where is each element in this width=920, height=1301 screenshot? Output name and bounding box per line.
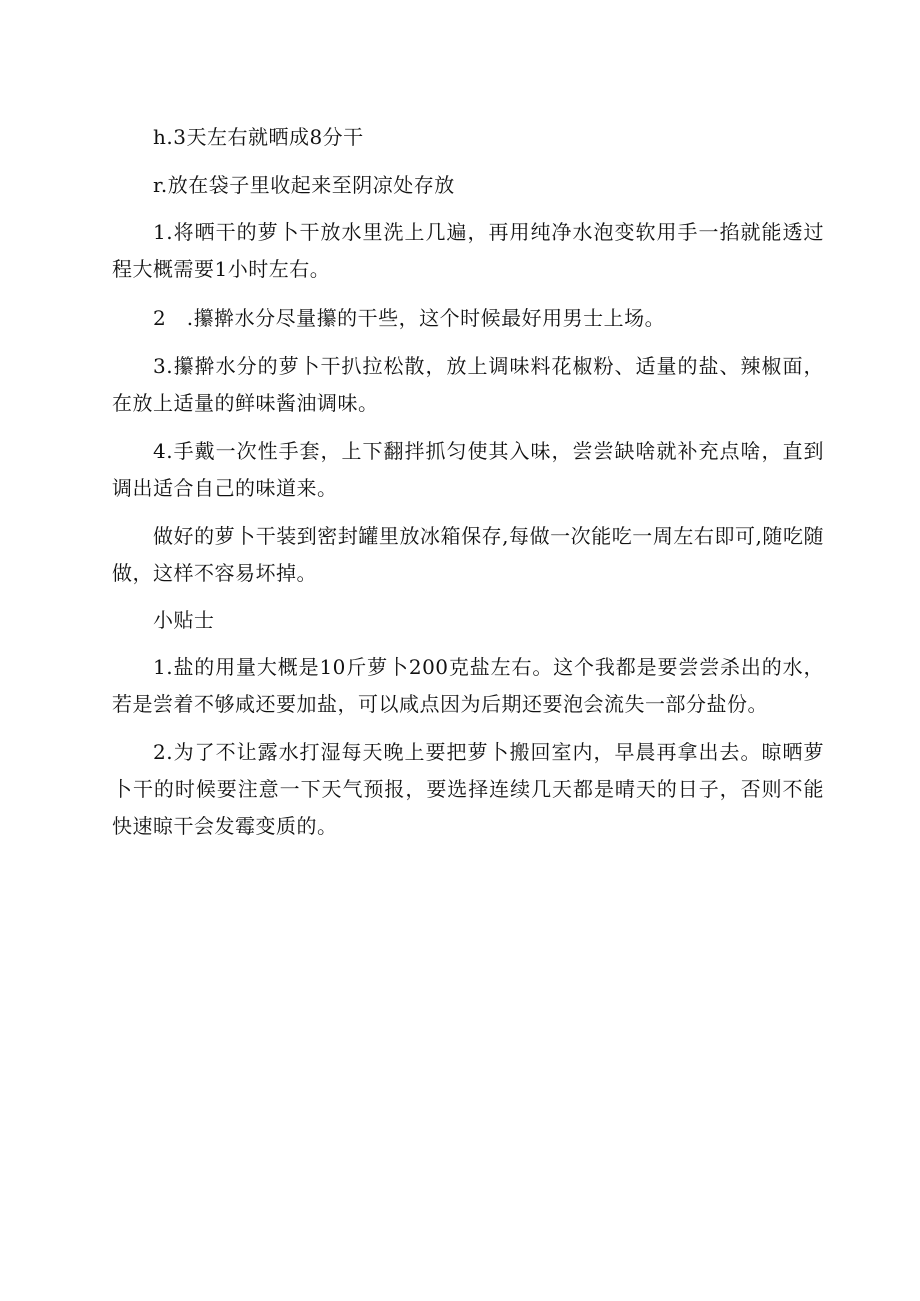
tip-2-paragraph: 2.为了不让露水打湿每天晚上要把萝卜搬回室内，早晨再拿出去。晾晒萝卜干的时候要注意一下天气预报，要选择连续几天都是晴天的日子，否则不能快速晾干会发霉变质的。 [112,740,824,838]
tip-1-paragraph: 1.盐的用量大概是10斤萝卜200克盐左右。这个我都是要尝尝杀出的水，若是尝着不够咸还要加盐，可以咸点因为后期还要泡会流失一部分盐份。 [112,655,824,716]
step-r-paragraph: r.放在袋子里收起来至阴凉处存放 [153,173,455,197]
step-3-paragraph: 3.攥擀水分的萝卜干扒拉松散，放上调味料花椒粉、适量的盐、辣椒面，在放上适量的鲜味酱油调味。 [112,354,824,415]
tips-heading: 小贴士 [153,608,215,632]
step-4-paragraph: 4.手戴一次性手套，上下翻拌抓匀使其入味，尝尝缺啥就补充点啥，直到调出适合自己的味道来。 [112,439,824,500]
step-2-paragraph: 2 .攥擀水分尽量攥的干些，这个时候最好用男士上场。 [153,306,666,330]
document-body [112,119,824,845]
step-h-paragraph: h.3天左右就晒成8分干 [153,125,364,149]
storage-paragraph: 做好的萝卜干装到密封罐里放冰箱保存,每做一次能吃一周左右即可,随吃随做，这样不容易坏掉。 [112,524,824,585]
step-1-paragraph: 1.将晒干的萝卜干放水里洗上几遍，再用纯净水泡变软用手一掐就能透过程大概需要1小时左右。 [112,220,824,281]
